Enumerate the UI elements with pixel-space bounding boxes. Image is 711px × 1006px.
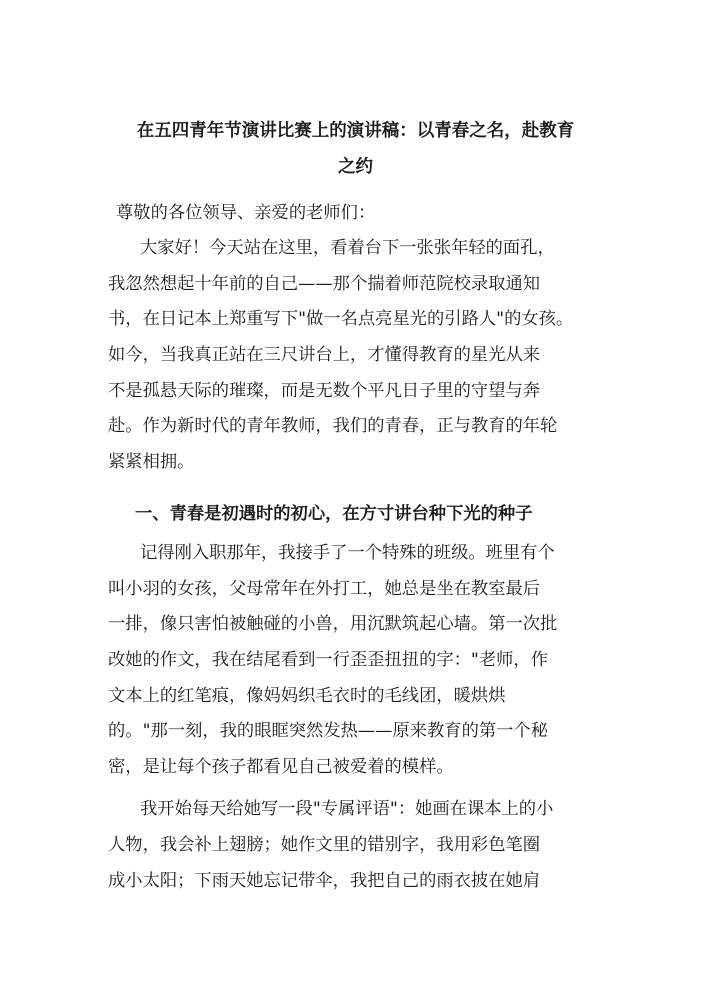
paragraph-line: 不是孤悬天际的璀璨，而是无数个平凡日子里的守望与奔: [108, 381, 541, 401]
paragraph-line: 成小太阳；下雨天她忘记带伞，我把自己的雨衣披在她肩: [108, 871, 541, 891]
paragraph-line: 我忽然想起十年前的自己——那个揣着师范院校录取通知: [108, 274, 541, 294]
paragraph-line: 叫小羽的女孩，父母常年在外打工，她总是坐在教室最后: [108, 579, 541, 599]
paragraph-line: 的。"那一刻，我的眼眶突然发热——原来教育的第一个秘: [108, 721, 548, 741]
paragraph-line: 大家好！今天站在这里，看着台下一张张年轻的面孔，: [140, 238, 555, 258]
paragraph-line: 改她的作文，我在结尾看到一行歪歪扭扭的字："老师，作: [108, 650, 548, 670]
document-title: [108, 113, 603, 185]
section-heading: 一、青春是初遇时的初心，在方寸讲台种下光的种子: [135, 504, 533, 524]
paragraph-line: 记得刚入职那年，我接手了一个特殊的班级。班里有个: [140, 543, 555, 563]
paragraph-line: 文本上的红笔痕，像妈妈织毛衣时的毛线团，暖烘烘: [108, 686, 506, 706]
paragraph-line: 书，在日记本上郑重写下"做一名点亮星光的引路人"的女孩。: [108, 309, 574, 329]
salutation: 尊敬的各位领导、亲爱的老师们：: [116, 203, 376, 223]
paragraph-line: 紧紧相拥。: [108, 452, 195, 472]
title-line: 之约: [338, 157, 373, 177]
paragraph-line: 密，是让每个孩子都看见自己被爱着的模样。: [108, 757, 454, 777]
paragraph-line: 一排，像只害怕被触碰的小兽，用沉默筑起心墙。第一次批: [108, 614, 558, 634]
paragraph-line: 人物，我会补上翅膀；她作文里的错别字，我用彩色笔圈: [108, 835, 541, 855]
paragraph-line: 如今，当我真正站在三尺讲台上，才懂得教育的星光从来: [108, 345, 541, 365]
paragraph-line: 我开始每天给她写一段"专属评语"：她画在课本上的小: [140, 799, 554, 819]
paragraph-line: 赴。作为新时代的青年教师，我们的青春，正与教育的年轮: [108, 416, 558, 436]
title-line: 在五四青年节演讲比赛上的演讲稿：以青春之名，赴教育: [136, 121, 575, 141]
